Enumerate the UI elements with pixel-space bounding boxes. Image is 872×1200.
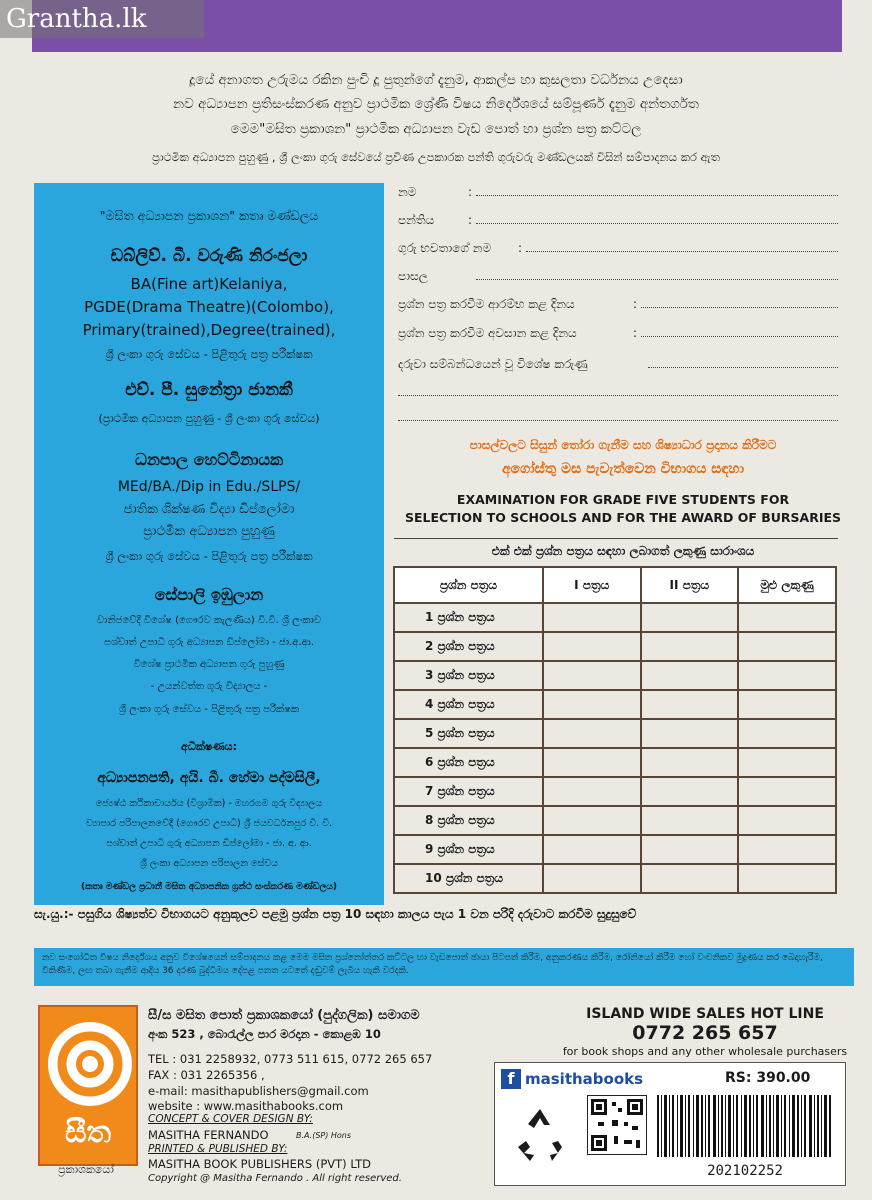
marks-cell[interactable] (543, 777, 641, 806)
concept-heading: CONCEPT & COVER DESIGN BY: (148, 1113, 313, 1125)
marks-cell[interactable] (641, 777, 739, 806)
table-row (394, 835, 836, 864)
marks-cell[interactable] (641, 690, 739, 719)
row-label: 3 ප්‍රශ්න පත්‍රය (394, 661, 543, 690)
end-date-line[interactable] (641, 336, 838, 337)
row-label: 2 ප්‍රශ්න පත්‍රය (394, 632, 543, 661)
name-colon: : (468, 185, 473, 199)
marks-cell[interactable] (543, 719, 641, 748)
marks-cell[interactable] (543, 690, 641, 719)
member-4-qual-2: පශ්චාත් උපාධි ගුරු අධ්‍යාපන ඩිප්ලෝමා - ජා.අ.ආ. (104, 637, 314, 648)
recycle-icon (510, 1103, 570, 1165)
marks-cell[interactable] (641, 864, 739, 893)
name-line[interactable] (476, 195, 838, 196)
table-row (394, 864, 836, 893)
header-paper-2: II පත්‍රය (641, 567, 739, 603)
member-4-qual-4: - උයන්වත්ත ගුරු විද්‍යාලය - (150, 681, 268, 692)
end-date-label: ප්‍රශ්න පත්‍ර කරවීම අවසාන කළ දිනය (398, 326, 577, 340)
member-3-qual-3: ප්‍රාථමික අධ්‍යාපන පුහුණු (143, 524, 275, 539)
marks-cell[interactable] (641, 661, 739, 690)
publisher-tel: TEL : 031 2258932, 0773 511 615, 0772 265 657 (148, 1052, 433, 1066)
row-label: 5 ප්‍රශ්න පත්‍රය (394, 719, 543, 748)
member-5-qual-2: ව්‍යාපාර පරිපාලනවේදී (ගෞරව උපාධි) ශ්‍රී ජයවර්ධනපුර වී. වී. (85, 818, 333, 829)
total-cell[interactable] (738, 806, 836, 835)
marks-cell[interactable] (641, 748, 739, 777)
member-1-name: ඩබ්ලිව්. බී. වරුණි නිරංජලා (110, 246, 308, 266)
logo-circle-icon (48, 1022, 132, 1106)
total-cell[interactable] (738, 777, 836, 806)
marks-table (393, 566, 837, 894)
table-row (394, 661, 836, 690)
exam-sinhala-line-1: පාසල්වලට සිසුන් තෝරා ගැනීම සහ ශිෂ්‍යාධාර ප්‍රදානය කිරීමට (469, 438, 777, 452)
logo-text: සීත (65, 1115, 111, 1150)
end-date-colon: : (633, 326, 638, 340)
barcode-icon (655, 1095, 835, 1157)
facebook-handle[interactable]: masithabooks (525, 1070, 644, 1088)
teacher-colon: : (518, 241, 523, 255)
table-row (394, 690, 836, 719)
table-row (394, 603, 836, 632)
hotline-subtitle: for book shops and any other wholesale purchasers (562, 1045, 848, 1058)
member-1-qual-4: ශ්‍රී ලංකා ගුරු සේවය - පිළිතුරු පත්‍ර පරීක්ෂක (105, 347, 313, 361)
marks-summary-heading: එක් එක් ප්‍රශ්න පත්‍රය සඳහා ලබාගත් ලකුණු සාරාංශය (491, 544, 755, 558)
grade-label: පන්තිය (398, 213, 435, 227)
marks-cell[interactable] (641, 835, 739, 864)
supervision-heading: අධීක්ෂණය: (181, 740, 237, 753)
member-1-qual-1: BA(Fine art)Kelaniya, (130, 275, 288, 293)
intro-line-4: ප්‍රාථමික අධ්‍යාපන පුහුණු , ශ්‍රී ලංකා ගුරු සේවයේ ප්‍රවීණ උපකාරක පන්ති ගුරුවරු මණ්ඩලයක් විසින් සම්පාදනය කර ඇත (152, 150, 720, 164)
member-5-qual-5: (කතෘ මණ්ඩල ප්‍රධානී මසිත අධ්‍යාපනික ග්‍රන්ථ සංස්කරණ මණ්ඩලය) (81, 882, 337, 892)
publisher-fax: FAX : 031 2265356 , (148, 1068, 265, 1082)
member-3-qual-4: ශ්‍රී ලංකා ගුරු සේවය - පිළිතුරු පත්‍ර පරීක්ෂක (105, 549, 313, 563)
exam-sinhala-line-2: අගෝස්තු මස පැවැත්වෙන විභාගය සඳහා (501, 461, 745, 477)
copyright-warning: නව සංශෝධිත විෂය නිර්දේශය අනුව විශේෂයෙන් සම්පාදනය කළ මෙම මසිත ප්‍රශ්නෝත්තර කට්ටල හා වැඩපොත් ඡායා පිටපත් කිරීම, අනුකරණය කිරීම, රෝනියෝ කිරීම හෝ වංචනිකව මුද්‍රණය කර බෙදාහැරීම, විකිණීම, ලඟ තබා ගැනීම ආදිය 36 දරණ බුද්ධිමය දේපළ පනත යටතේ දඬුවම් ලැබිය හැකි වරදකි. (34, 948, 854, 986)
barcode-panel (494, 1062, 846, 1186)
time-note: සැ.යු.:- පසුගිය ශිෂ්‍යත්ව විභාගයට අනුකූලව පළමු ප්‍රශ්න පත්‍ර 10 සඳහා කාලය පැය 1 වන පරිදි දරුවාට කරවීම සුදුසුවේ (34, 907, 637, 921)
hotline-title: ISLAND WIDE SALES HOT LINE (586, 1006, 824, 1022)
member-4-name: සේපාලි ඉඹුලාන (154, 585, 264, 604)
publisher-logo (38, 1005, 138, 1166)
marks-cell[interactable] (641, 632, 739, 661)
member-5-qual-3: පශ්චාත් උපාධි ගුරු අධ්‍යාපන ඩිප්ලෝමා - ජා. අ. ආ. (106, 838, 312, 849)
row-label: 9 ප්‍රශ්න පත්‍රය (394, 835, 543, 864)
barcode-number: 202102252 (707, 1163, 783, 1179)
marks-cell[interactable] (543, 835, 641, 864)
row-label: 6 ප්‍රශ්න පත්‍රය (394, 748, 543, 777)
qr-code-icon (587, 1095, 647, 1155)
member-3-qual-1: MEd/BA./Dip in Edu./SLPS/ (117, 479, 301, 495)
header-paper-1: I පත්‍රය (543, 567, 641, 603)
teacher-line[interactable] (526, 251, 838, 252)
marks-cell[interactable] (641, 603, 739, 632)
member-5-name: අධ්‍යාපනපති, අයි. බී. හේමා පද්මසිලී, (97, 770, 321, 786)
member-5-qual-1: ජ්‍යෙෂ්ඨ කථිකාචාර්යය (විශ්‍රාමික) - මහරගම ගුරු විද්‍යාලය (95, 798, 323, 809)
member-1-qual-2: PGDE(Drama Theatre)(Colombo), (84, 298, 334, 316)
publisher-address: අංක 523 , බොරැල්ල පාර මරදාන - කොළඹ 10 (148, 1027, 381, 1041)
header-paper: ප්‍රශ්න පත්‍රය (394, 567, 543, 603)
publisher-website[interactable]: website : www.masithabooks.com (148, 1099, 344, 1113)
member-2-qual-1: (ප්‍රාථමික අධ්‍යාපන පුහුණු - ශ්‍රී ලංකා ගුරු සේවය) (98, 412, 320, 425)
table-row (394, 719, 836, 748)
table-row (394, 632, 836, 661)
row-label: 7 ප්‍රශ්න පත්‍රය (394, 777, 543, 806)
start-date-label: ප්‍රශ්න පත්‍ර කරවීම ආරම්භ කළ දිනය (398, 297, 575, 311)
total-cell[interactable] (738, 632, 836, 661)
hotline-number[interactable]: 0772 265 657 (632, 1022, 778, 1044)
row-label: 4 ප්‍රශ්න පත්‍රය (394, 690, 543, 719)
school-label: පාසල (398, 269, 428, 283)
member-4-qual-1: වානිජවේදී විශේෂ (ගෞරව කැලණිය) වී.වී. ශ්‍රී ලංකාව (96, 615, 322, 626)
logo-caption: ප්‍රකාශකයෝ (58, 1163, 114, 1176)
total-cell[interactable] (738, 864, 836, 893)
intro-line-1: දූයේ අනාගත උරුමය රකින පුංචි දූ පුතුන්ගේ දැනුම, ආකල්ප හා කුසලතා වර්ධනය උදෙසා (189, 72, 683, 88)
marks-cell[interactable] (641, 806, 739, 835)
name-label: නම (398, 185, 417, 199)
grade-colon: : (468, 213, 473, 227)
watermark: Grantha.lk (0, 0, 204, 38)
facebook-icon: f (501, 1069, 521, 1089)
total-cell[interactable] (738, 835, 836, 864)
row-label: 8 ප්‍රශ්න පත්‍රය (394, 806, 543, 835)
table-row (394, 748, 836, 777)
header-total: මුළු ලකුණු (738, 567, 836, 603)
intro-line-2: නව අධ්‍යාපන ප්‍රතිසංස්කරණ අනුව ප්‍රාථමික ශ්‍රේණි විෂය නිර්දේශයේ සම්පූර්ණ දැනුම අන්තර්ගත (173, 96, 699, 112)
exam-english-line-2: SELECTION TO SCHOOLS AND FOR THE AWARD OF BURSARIES (404, 510, 842, 525)
marks-cell[interactable] (543, 661, 641, 690)
marks-cell[interactable] (543, 806, 641, 835)
start-date-line[interactable] (641, 307, 838, 308)
row-label: 10 ප්‍රශ්න පත්‍රය (394, 864, 543, 893)
notes-line-3[interactable] (398, 420, 838, 421)
member-5-qual-4: ශ්‍රී ලංකා අධ්‍යාපන පරිපාලන සේවය (140, 858, 278, 869)
marks-cell[interactable] (543, 603, 641, 632)
notes-label: දරුවා සම්බන්ධයෙන් වූ විශේෂ කරුණු (398, 357, 588, 371)
price: RS: 390.00 (725, 1070, 811, 1086)
teacher-label: ගුරු භවතාගේ නම (398, 241, 492, 255)
concept-degree: B.A.(SP) Hons (296, 1131, 352, 1140)
row-label: 1 ප්‍රශ්න පත්‍රය (394, 603, 543, 632)
publisher-name: සී/ස මසිත පොත් ප්‍රකාශකයෝ (පුද්ගලික) සමාගම (148, 1008, 420, 1023)
exam-english-line-1: EXAMINATION FOR GRADE FIVE STUDENTS FOR (456, 492, 790, 507)
member-3-qual-2: ජාතික ශික්ෂණ විද්‍යා ඩිප්ලෝමා (123, 502, 295, 517)
printed-name: MASITHA BOOK PUBLISHERS (PVT) LTD (148, 1157, 372, 1171)
member-1-qual-3: Primary(trained),Degree(trained), (82, 321, 336, 339)
member-3-name: ධනපාල හෙට්ටිනායක (135, 450, 283, 469)
intro-line-3: මෙම"මසිත ප්‍රකාශන" ප්‍රාථමික අධ්‍යාපන වැඩ පොත් හා ප්‍රශ්න පත්‍ර කට්ටල (230, 121, 642, 137)
marks-cell[interactable] (543, 748, 641, 777)
printed-heading: PRINTED & PUBLISHED BY: (148, 1143, 288, 1155)
member-4-qual-5: ශ්‍රී ලංකා ගුරු සේවය - පිළිතුරු පත්‍ර පරීක්ෂක (118, 704, 300, 715)
board-heading: "මසිත අධ්‍යාපන ප්‍රකාශන" කතෘ මණ්ඩලය (99, 208, 319, 223)
divider (394, 538, 838, 539)
marks-cell[interactable] (543, 632, 641, 661)
school-line[interactable] (476, 279, 838, 280)
total-cell[interactable] (738, 748, 836, 777)
concept-name: MASITHA FERNANDO (148, 1128, 269, 1142)
publisher-email[interactable]: e-mail: masithapublishers@gmail.com (148, 1084, 369, 1098)
total-cell[interactable] (738, 661, 836, 690)
notes-line-1[interactable] (648, 367, 838, 368)
total-cell[interactable] (738, 719, 836, 748)
total-cell[interactable] (738, 603, 836, 632)
table-header-row (394, 567, 836, 603)
total-cell[interactable] (738, 690, 836, 719)
table-row (394, 777, 836, 806)
start-date-colon: : (633, 297, 638, 311)
grade-line[interactable] (476, 223, 838, 224)
marks-cell[interactable] (543, 864, 641, 893)
notes-line-2[interactable] (398, 395, 838, 396)
table-row (394, 806, 836, 835)
copyright-line: Copyright @ Masitha Fernando . All right reserved. (148, 1173, 402, 1184)
logo-glyph-icon (52, 1026, 128, 1102)
member-2-name: එච්. පී. සුනේත්‍රා ජානකී (125, 380, 293, 400)
member-4-qual-3: විශේෂ ප්‍රාථමික අධ්‍යාපන ගුරු පුහුණු (133, 659, 285, 670)
marks-cell[interactable] (641, 719, 739, 748)
